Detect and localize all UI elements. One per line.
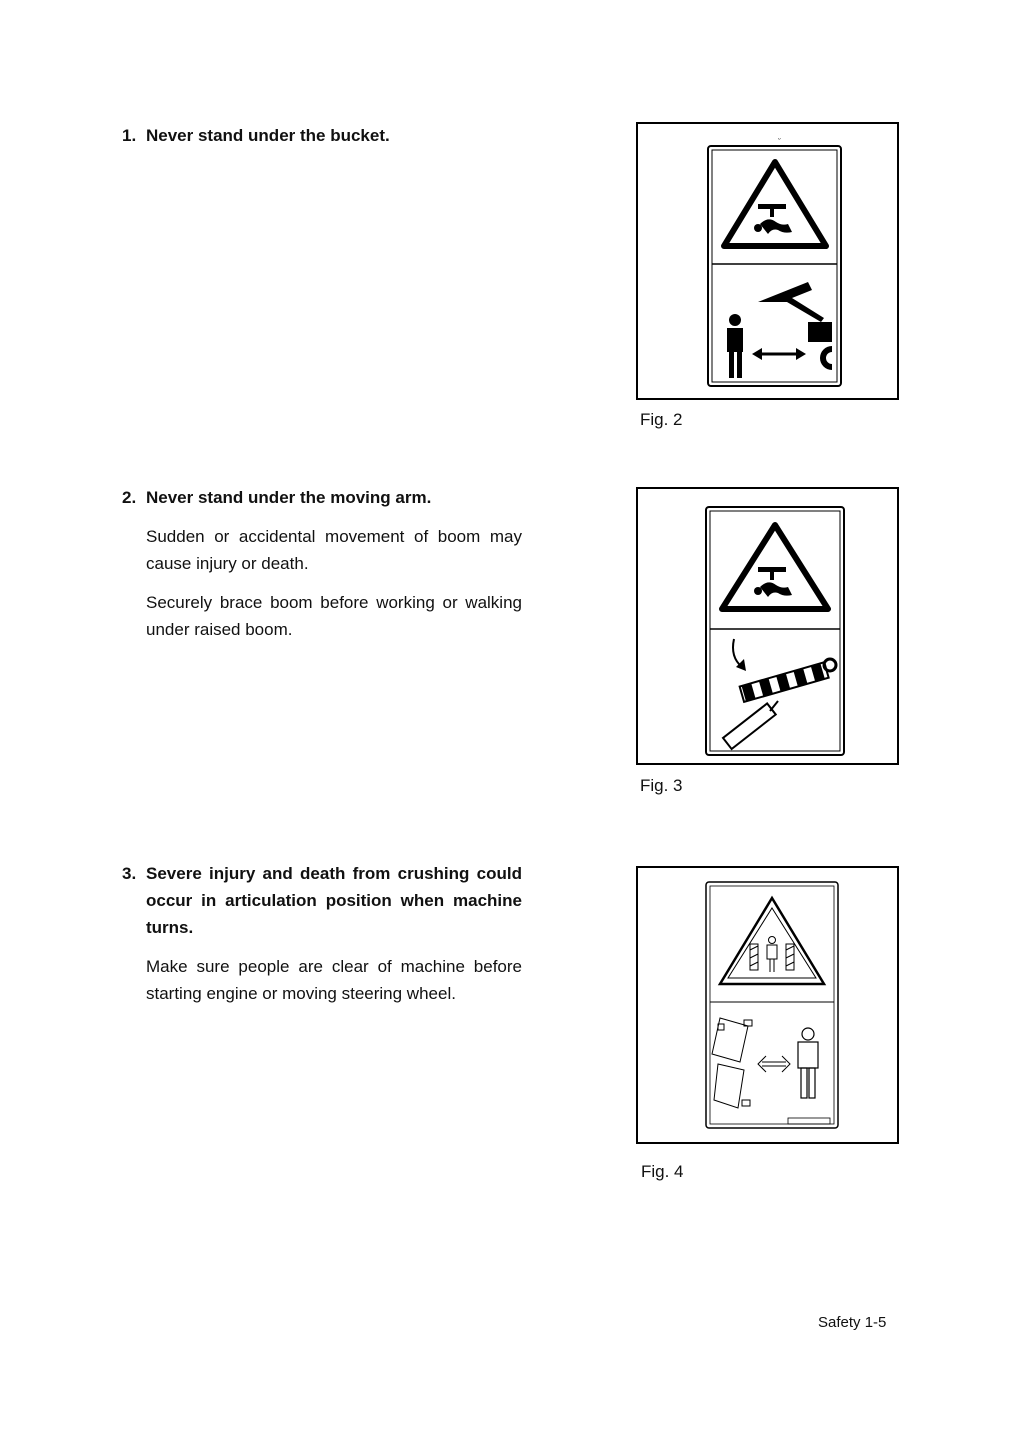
boom-warning-decal-image bbox=[638, 489, 901, 767]
item-paragraph: Securely brace boom before working or walking under raised boom. bbox=[146, 593, 522, 639]
page-footer-label: Safety 1-5 bbox=[818, 1314, 887, 1331]
svg-text:ᵕ: ᵕ bbox=[778, 136, 781, 143]
item-number: 3. bbox=[122, 864, 137, 883]
safety-item-3 bbox=[122, 860, 522, 1007]
item-heading-text: Severe injury and death from crushing could occur in articulation position when machine turns. bbox=[146, 864, 522, 937]
figure-4-articulation-decal bbox=[636, 866, 899, 1144]
item-paragraph: Sudden or accidental movement of boom may cause injury or death. bbox=[146, 527, 522, 573]
item-heading bbox=[122, 122, 522, 149]
safety-item-1 bbox=[122, 122, 522, 149]
item-number: 2. bbox=[122, 488, 137, 507]
figure-2-bucket-decal bbox=[636, 122, 899, 400]
item-heading-text: Never stand under the bucket. bbox=[146, 126, 390, 145]
item-number: 1. bbox=[122, 126, 137, 145]
item-paragraph: Make sure people are clear of machine before starting engine or moving steering wheel. bbox=[146, 957, 522, 1003]
item-heading bbox=[122, 860, 522, 941]
item-heading bbox=[122, 484, 522, 511]
figure-3-caption: Fig. 3 bbox=[640, 776, 683, 795]
safety-item-2 bbox=[122, 484, 522, 643]
item-heading-text: Never stand under the moving arm. bbox=[146, 488, 432, 507]
bucket-warning-decal-image bbox=[638, 124, 901, 402]
articulation-warning-decal-image bbox=[638, 868, 901, 1146]
figure-3-boom-decal bbox=[636, 487, 899, 765]
figure-2-caption: Fig. 2 bbox=[640, 410, 683, 429]
figure-4-caption: Fig. 4 bbox=[641, 1162, 684, 1181]
